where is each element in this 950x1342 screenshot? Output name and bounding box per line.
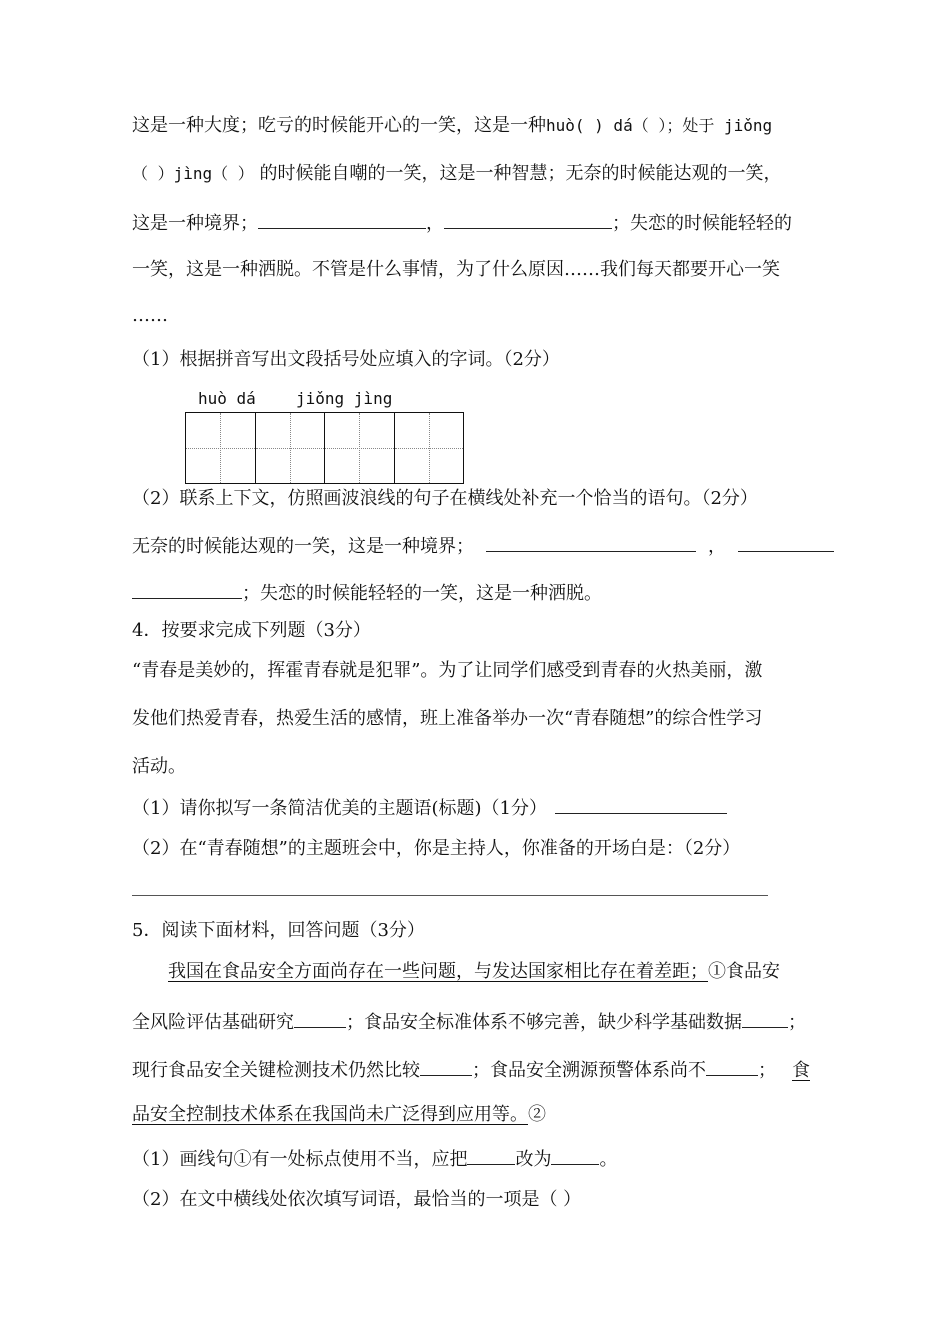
answer-blank[interactable] [132, 580, 242, 599]
pinyin-blanks: huò( ) dá（ ）；处于 jiǒng [546, 116, 773, 135]
q5-sub1 [132, 1146, 617, 1172]
grid-pinyin-1: huò dá [198, 389, 256, 408]
material-text: 全风险评估基础研究 [132, 1012, 294, 1033]
prompt-text: 无奈的时候能达观的一笑，这是一种境界； [132, 536, 474, 557]
q5-sub2: （2）在文中横线处依次填写词语，最恰当的一项是（ ） [132, 1189, 582, 1210]
q4-sub2: （2）在“青春随想”的主题班会中，你是主持人，你准备的开场白是：（2分） [132, 838, 741, 859]
material-text: ①食品安 [708, 961, 780, 982]
underlined-sentence: 我国在食品安全方面尚存在一些问题，与发达国家相比存在着差距； [168, 961, 708, 982]
answer-blank[interactable] [486, 533, 696, 552]
answer-blank[interactable] [555, 795, 727, 814]
answer-blank[interactable] [551, 1146, 599, 1165]
q5-material-4 [132, 1103, 546, 1127]
pinyin-blanks: （ ）jìng（ ） [132, 164, 254, 183]
grid-cell[interactable] [395, 413, 464, 483]
prompt-text: 改为 [515, 1149, 552, 1170]
answer-blank[interactable] [738, 533, 834, 552]
answer-blank[interactable] [444, 210, 612, 229]
answer-line[interactable] [132, 895, 768, 896]
q3-sub1: （1）根据拼音写出文段括号处应填入的字词。（2分） [132, 349, 560, 370]
passage-text: 这是一种境界； [132, 213, 258, 234]
prompt-text: （1）请你拟写一条简洁优美的主题语(标题)（1分） [132, 798, 547, 819]
grid-cell[interactable] [325, 413, 395, 483]
passage-line-4: 一笑，这是一种洒脱。不管是什么事情，为了什么原因……我们每天都要开心一笑 [132, 259, 780, 280]
material-text: ；食品安全标准体系不够完善，缺少科学基础数据 [346, 1012, 742, 1033]
prompt-text: （1）画线句①有一处标点使用不当，应把 [132, 1149, 468, 1170]
passage-text: ， [426, 213, 444, 234]
passage-line-2 [132, 162, 782, 186]
answer-blank[interactable] [467, 1146, 515, 1165]
q3-sub2-line1 [132, 533, 834, 559]
q4-sub1 [132, 795, 727, 821]
q5-material-3 [132, 1057, 810, 1083]
material-text: ； [758, 1060, 776, 1081]
q5-material-1 [132, 960, 780, 984]
passage-text: ；失恋的时候能轻轻的 [612, 213, 792, 234]
comma: ， [708, 536, 726, 557]
passage-line-1 [132, 114, 772, 138]
answer-blank[interactable] [420, 1057, 472, 1076]
prompt-text: 。 [599, 1149, 618, 1170]
answer-blank[interactable] [258, 210, 426, 229]
prompt-text: ；失恋的时候能轻轻的一笑，这是一种洒脱。 [242, 583, 602, 604]
q5-material-2 [132, 1009, 806, 1035]
grid-pinyin-2: jiǒng jìng [296, 389, 393, 408]
q3-sub2-line2 [132, 580, 602, 606]
q4-para-2: 发他们热爱青春，热爱生活的感情，班上准备举办一次“青春随想”的综合性学习 [132, 708, 763, 729]
answer-blank[interactable] [706, 1057, 758, 1076]
underlined-sentence: 食 [792, 1060, 810, 1081]
grid-cell[interactable] [256, 413, 326, 483]
q4-para-3: 活动。 [132, 756, 186, 777]
passage-line-5: …… [132, 305, 168, 326]
q5-title: 5．阅读下面材料，回答问题（3分） [132, 920, 425, 941]
passage-line-3 [132, 210, 792, 236]
passage-text: 这是一种大度；吃亏的时候能开心的一笑，这是一种 [132, 115, 546, 136]
material-text: 现行食品安全关键检测技术仍然比较 [132, 1060, 420, 1081]
q4-para-1: “青春是美妙的，挥霍青春就是犯罪”。为了让同学们感受到青春的火热美丽，激 [132, 660, 763, 681]
writing-grid [185, 412, 464, 484]
underlined-sentence: 品安全控制技术体系在我国尚未广泛得到应用等。 [132, 1104, 528, 1125]
q3-sub2: （2）联系上下文，仿照画波浪线的句子在横线处补充一个恰当的语句。（2分） [132, 488, 758, 509]
material-text: ； [788, 1012, 806, 1033]
grid-cell[interactable] [186, 413, 256, 483]
q4-title: 4．按要求完成下列题（3分） [132, 620, 371, 641]
circled-number: ② [528, 1104, 546, 1125]
passage-text: 的时候能自嘲的一笑，这是一种智慧；无奈的时候能达观的一笑， [259, 163, 782, 184]
answer-blank[interactable] [294, 1009, 346, 1028]
material-text: ；食品安全溯源预警体系尚不 [472, 1060, 706, 1081]
answer-blank[interactable] [742, 1009, 788, 1028]
